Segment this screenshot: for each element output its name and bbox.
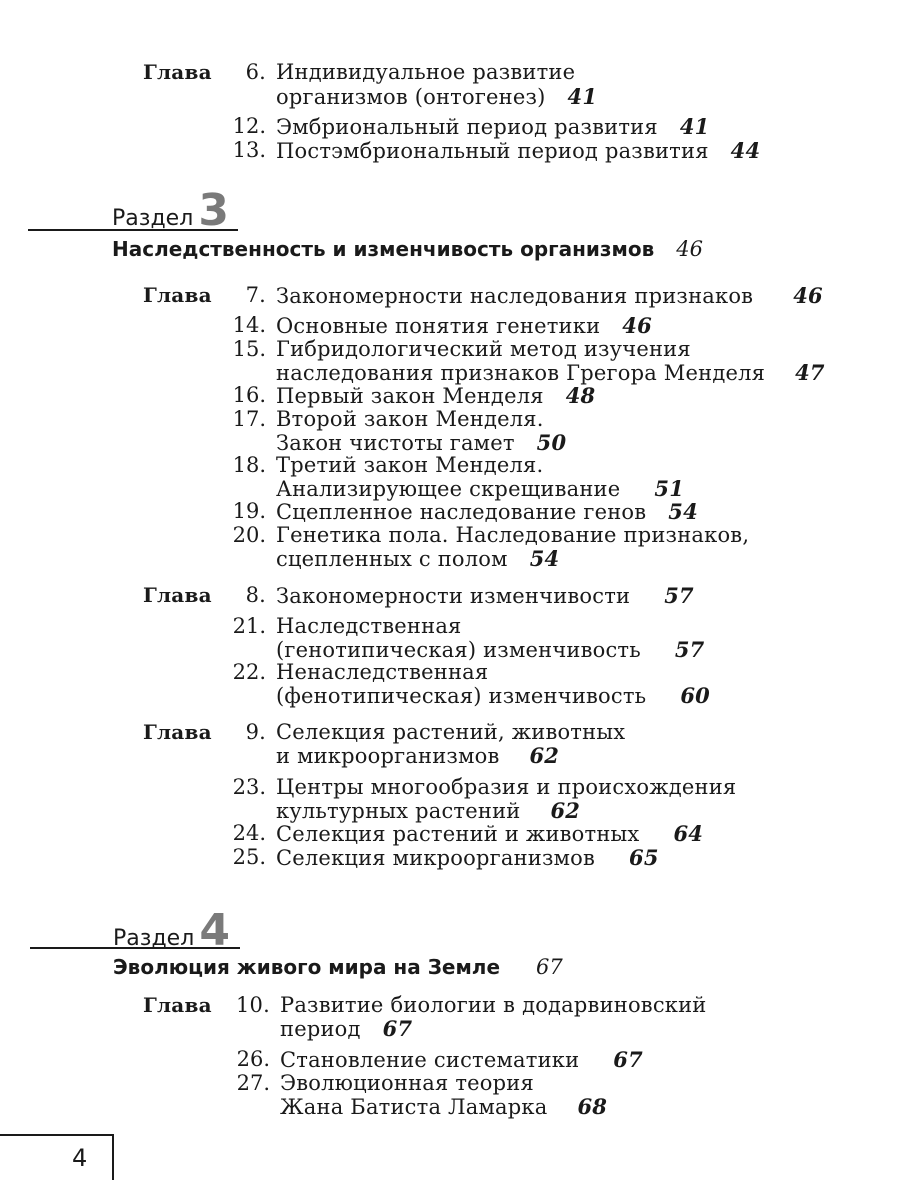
chapter-9-label-row [143, 720, 212, 744]
chapter-8-label-row [143, 583, 212, 607]
paragraph-25-page: 65 [629, 845, 659, 870]
chapter-10-title-line1: Развитие биологии в додарвиновский [280, 993, 707, 1017]
chapter-8-number: 8. [245, 583, 266, 607]
chapter-9-title-line1: Селекция растений, животных [276, 720, 626, 744]
paragraph-24-page: 64 [673, 821, 704, 846]
chapter-7-page: 46 [793, 283, 823, 308]
paragraph-26-title: Становление систематики [280, 1048, 580, 1072]
chapter-label: Глава [143, 720, 212, 744]
chapter-6-title-line2-text: организмов (онтогенез) [276, 85, 546, 109]
paragraph-27-title-line1: Эволюционная теория [280, 1071, 534, 1095]
section-3-page: 46 [676, 237, 704, 261]
paragraph-14-page: 46 [622, 313, 652, 338]
chapter-label: Глава [143, 60, 212, 84]
paragraph-22-title-line1: Ненаследственная [276, 660, 489, 684]
paragraph-25-entry [276, 845, 659, 870]
paragraph-23-title-line1: Центры многообразия и происхождения [276, 775, 737, 799]
section-3-number: 3 [198, 185, 229, 236]
chapter-7-entry [276, 283, 823, 308]
paragraph-19-entry [276, 499, 698, 524]
paragraph-13-number: 13. [232, 138, 266, 162]
paragraph-14-title: Основные понятия генетики [276, 314, 601, 338]
chapter-7-number: 7. [245, 283, 266, 307]
paragraph-21-title-line1: Наследственная [276, 614, 462, 638]
paragraph-20-page: 54 [529, 546, 560, 571]
section-4-title: Эволюция живого мира на Земле [113, 955, 501, 979]
paragraph-24-entry [276, 821, 703, 846]
paragraph-25-title: Селекция микроорганизмов [276, 846, 596, 870]
paragraph-12-number: 12. [232, 114, 266, 138]
paragraph-15-number: 15. [232, 337, 266, 361]
paragraph-15-page: 47 [795, 360, 825, 385]
paragraph-16-number: 16. [232, 383, 266, 407]
paragraph-20-title-line1: Генетика пола. Наследование признаков, [276, 523, 750, 547]
paragraph-21-title-line2: (генотипическая) изменчивость [276, 638, 641, 662]
chapter-7-title: Закономерности наследования признаков [276, 284, 754, 308]
chapter-6-number: 6. [245, 60, 266, 84]
paragraph-17-entry [276, 430, 566, 455]
paragraph-18-page: 51 [654, 476, 685, 501]
paragraph-24-title: Селекция растений и животных [276, 822, 640, 846]
paragraph-27-title-line2: Жана Батиста Ламарка [280, 1095, 548, 1119]
section-word: Раздел [113, 926, 195, 951]
paragraph-13-page: 44 [730, 138, 761, 163]
paragraph-12-entry [276, 114, 709, 139]
chapter-9-number: 9. [245, 720, 266, 744]
section-3-title: Наследственность и изменчивость организмов [112, 237, 655, 261]
chapter-8-title: Закономерности изменчивости [276, 584, 631, 608]
chapter-10-page: 67 [382, 1016, 413, 1041]
paragraph-15-title-line1: Гибридологический метод изучения [276, 337, 691, 361]
paragraph-23-page: 62 [550, 798, 581, 823]
chapter-6-page: 41 [567, 84, 598, 109]
chapter-6-title-line2 [276, 84, 597, 109]
paragraph-18-title-line1: Третий закон Менделя. [276, 453, 544, 477]
chapter-6-label-row [143, 60, 212, 84]
paragraph-27-page: 68 [577, 1094, 608, 1119]
paragraph-18-entry [276, 476, 684, 501]
paragraph-18-title-line2: Анализирующее скрещивание [276, 477, 621, 501]
paragraph-24-number: 24. [232, 821, 266, 845]
paragraph-17-number: 17. [232, 407, 266, 431]
paragraph-21-entry [276, 637, 705, 662]
paragraph-26-page: 67 [613, 1047, 643, 1072]
paragraph-20-number: 20. [232, 523, 266, 547]
chapter-9-page: 62 [529, 743, 560, 768]
section-4-title-row [113, 955, 563, 979]
paragraph-14-number: 14. [232, 313, 266, 337]
paragraph-18-number: 18. [232, 453, 266, 477]
paragraph-23-number: 23. [232, 775, 266, 799]
paragraph-21-number: 21. [232, 614, 266, 638]
chapter-8-entry [276, 583, 694, 608]
paragraph-15-entry [276, 360, 825, 385]
footer-divider [112, 1135, 114, 1180]
section-3-rule [28, 229, 238, 231]
chapter-9-title-line2: и микроорганизмов [276, 744, 500, 768]
paragraph-27-entry [280, 1094, 607, 1119]
footer-rule [0, 1134, 114, 1136]
paragraph-14-entry [276, 313, 652, 338]
paragraph-17-page: 50 [536, 430, 567, 455]
paragraph-17-title-line2: Закон чистоты гамет [276, 431, 515, 455]
chapter-7-label-row [143, 283, 212, 307]
paragraph-19-title: Сцепленное наследование генов [276, 500, 647, 524]
chapter-9-entry [276, 743, 559, 768]
paragraph-16-entry [276, 383, 595, 408]
page-number: 4 [72, 1144, 88, 1172]
paragraph-20-entry [276, 546, 559, 571]
paragraph-21-page: 57 [674, 637, 705, 662]
section-word: Раздел [112, 206, 194, 231]
paragraph-26-entry [280, 1047, 643, 1072]
section-4-page: 67 [536, 955, 563, 979]
paragraph-22-title-line2: (фенотипическая) изменчивость [276, 684, 647, 708]
chapter-label: Глава [143, 993, 212, 1017]
paragraph-17-title-line1: Второй закон Менделя. [276, 407, 544, 431]
paragraph-26-number: 26. [236, 1047, 270, 1071]
paragraph-25-number: 25. [232, 845, 266, 869]
chapter-10-label-row [143, 993, 212, 1017]
paragraph-27-number: 27. [236, 1071, 270, 1095]
paragraph-15-title-line2: наследования признаков Грегора Менделя [276, 361, 766, 385]
chapter-10-title-line2: период [280, 1017, 361, 1041]
paragraph-13-entry [276, 138, 760, 163]
chapter-label: Глава [143, 583, 212, 607]
section-4-number: 4 [199, 905, 230, 956]
chapter-10-entry [280, 1016, 412, 1041]
paragraph-20-title-line2: сцепленных с полом [276, 547, 508, 571]
paragraph-16-page: 48 [565, 383, 596, 408]
chapter-label: Глава [143, 283, 212, 307]
paragraph-16-title: Первый закон Менделя [276, 384, 544, 408]
paragraph-23-entry [276, 798, 580, 823]
paragraph-23-title-line2: культурных растений [276, 799, 521, 823]
paragraph-19-number: 19. [232, 499, 266, 523]
chapter-6-title-line1: Индивидуальное развитие [276, 60, 576, 84]
paragraph-22-number: 22. [232, 660, 266, 684]
paragraph-19-page: 54 [668, 499, 698, 524]
paragraph-22-entry [276, 683, 710, 708]
paragraph-22-page: 60 [680, 683, 710, 708]
section-3-title-row [112, 237, 703, 261]
chapter-10-number: 10. [236, 993, 270, 1017]
chapter-8-page: 57 [664, 583, 694, 608]
paragraph-13-title: Постэмбриональный период развития [276, 139, 709, 163]
paragraph-12-title: Эмбриональный период развития [276, 115, 658, 139]
section-4-rule [30, 947, 240, 949]
paragraph-12-page: 41 [679, 114, 710, 139]
